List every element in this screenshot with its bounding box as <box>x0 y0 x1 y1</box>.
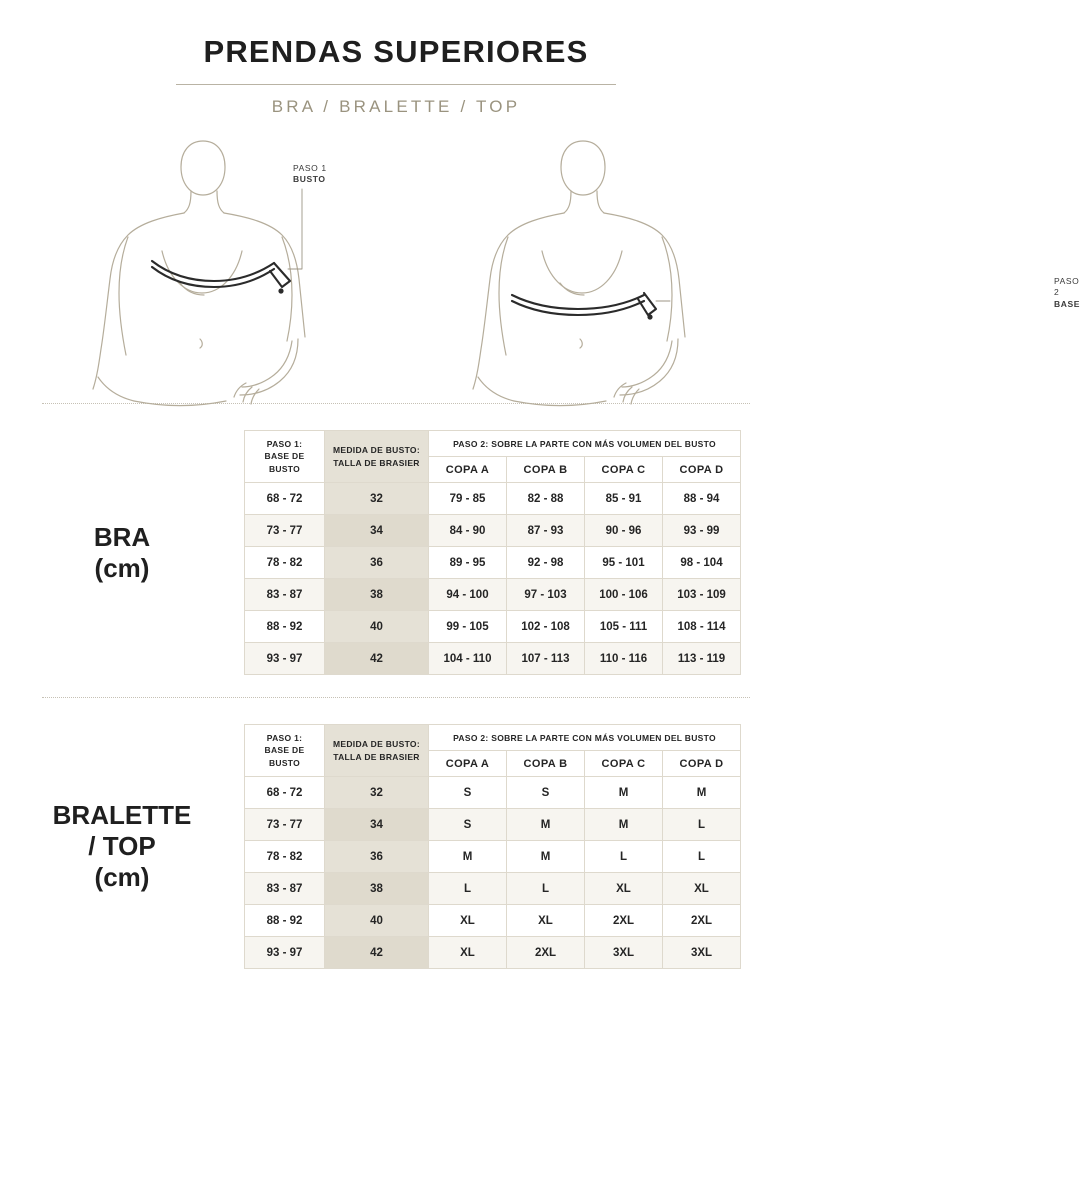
bra-row0-base: 68 - 72 <box>245 483 325 515</box>
bralette-row5-copa-a: XL <box>429 937 507 969</box>
bra-row3-copa-a: 94 - 100 <box>429 579 507 611</box>
bra-row0-copa-c: 85 - 91 <box>585 483 663 515</box>
bra-row3-base: 83 - 87 <box>245 579 325 611</box>
bralette-header-copa-b: COPA B <box>507 751 585 777</box>
bra-header-copa-a: COPA A <box>429 457 507 483</box>
bralette-row1-copa-c: M <box>585 809 663 841</box>
bra-row3-copa-b: 97 - 103 <box>507 579 585 611</box>
figure-bust-measure <box>40 133 370 408</box>
bralette-row4-copa-a: XL <box>429 905 507 937</box>
page-subtitle: BRA / BRALETTE / TOP <box>271 97 521 116</box>
bralette-row2-copa-d: L <box>663 841 741 873</box>
table-row <box>245 841 741 873</box>
bralette-row1-base: 73 - 77 <box>245 809 325 841</box>
bralette-row4-talla: 40 <box>325 905 429 937</box>
bra-row2-copa-c: 95 - 101 <box>585 547 663 579</box>
bralette-row0-copa-a: S <box>429 777 507 809</box>
bra-row1-copa-d: 93 - 99 <box>663 515 741 547</box>
bralette-row3-copa-b: L <box>507 873 585 905</box>
table-row <box>245 483 741 515</box>
table-row <box>245 547 741 579</box>
bra-row4-talla: 40 <box>325 611 429 643</box>
bra-row2-talla: 36 <box>325 547 429 579</box>
bralette-row4-copa-d: 2XL <box>663 905 741 937</box>
bra-row0-talla: 32 <box>325 483 429 515</box>
bra-header-paso1-rest: BASE DE BUSTO <box>264 451 305 474</box>
table-row <box>245 809 741 841</box>
bralette-header-paso2-rest: SOBRE LA PARTE CON MÁS VOLUMEN DEL BUSTO <box>491 732 716 743</box>
bralette-row1-talla: 34 <box>325 809 429 841</box>
bra-header-copa-d: COPA D <box>663 457 741 483</box>
bralette-row2-copa-c: L <box>585 841 663 873</box>
bra-header-paso2-rest: SOBRE LA PARTE CON MÁS VOLUMEN DEL BUSTO <box>491 438 716 449</box>
table-row <box>245 515 741 547</box>
section-bra-title-line1: BRA <box>93 521 151 552</box>
bralette-header-medida-bold: MEDIDA DE BUSTO: <box>333 739 420 750</box>
illustration-band <box>0 133 1080 403</box>
bra-row1-copa-b: 87 - 93 <box>507 515 585 547</box>
bra-row5-copa-d: 113 - 119 <box>663 643 741 675</box>
bralette-header-paso1-rest: BASE DE BUSTO <box>264 745 305 768</box>
bralette-header-medida-rest: TALLA DE BRASIER <box>333 751 420 762</box>
bra-row3-talla: 38 <box>325 579 429 611</box>
step1-name: BUSTO <box>293 174 326 185</box>
bra-header-copa-c: COPA C <box>585 457 663 483</box>
bra-row2-copa-a: 89 - 95 <box>429 547 507 579</box>
bra-size-table <box>244 430 741 675</box>
table-row <box>245 873 741 905</box>
bra-row3-copa-d: 103 - 109 <box>663 579 741 611</box>
bralette-row5-copa-d: 3XL <box>663 937 741 969</box>
bralette-row0-copa-c: M <box>585 777 663 809</box>
bra-row4-copa-d: 108 - 114 <box>663 611 741 643</box>
bralette-row0-base: 68 - 72 <box>245 777 325 809</box>
bralette-row2-talla: 36 <box>325 841 429 873</box>
table-row <box>245 643 741 675</box>
bra-row5-copa-c: 110 - 116 <box>585 643 663 675</box>
section-bra-title-unit: (cm) <box>94 552 150 583</box>
bra-row2-copa-b: 92 - 98 <box>507 547 585 579</box>
section-bralette <box>0 698 792 991</box>
bra-header-medida-rest: TALLA DE BRASIER <box>333 457 420 468</box>
bra-row4-copa-a: 99 - 105 <box>429 611 507 643</box>
bralette-row4-base: 88 - 92 <box>245 905 325 937</box>
section-bralette-title <box>0 800 244 892</box>
bralette-row5-base: 93 - 97 <box>245 937 325 969</box>
bralette-row0-talla: 32 <box>325 777 429 809</box>
bralette-row1-copa-b: M <box>507 809 585 841</box>
step2-label <box>1054 276 1080 310</box>
bra-row2-copa-d: 98 - 104 <box>663 547 741 579</box>
bra-row1-copa-a: 84 - 90 <box>429 515 507 547</box>
bra-row5-copa-a: 104 - 110 <box>429 643 507 675</box>
section-bralette-title-unit: (cm) <box>94 861 150 892</box>
figure-underbust-measure <box>420 133 1080 408</box>
bra-row4-copa-b: 102 - 108 <box>507 611 585 643</box>
bra-row5-talla: 42 <box>325 643 429 675</box>
bralette-size-table <box>244 724 741 969</box>
bralette-row5-copa-c: 3XL <box>585 937 663 969</box>
bra-row4-base: 88 - 92 <box>245 611 325 643</box>
bralette-header-copa-c: COPA C <box>585 751 663 777</box>
bralette-header-copa-a: COPA A <box>429 751 507 777</box>
table-row <box>245 579 741 611</box>
bralette-row5-copa-b: 2XL <box>507 937 585 969</box>
bra-row4-copa-c: 105 - 111 <box>585 611 663 643</box>
bra-header-copa-b: COPA B <box>507 457 585 483</box>
bra-row0-copa-d: 88 - 94 <box>663 483 741 515</box>
bralette-header-paso2-bold: PASO 2: <box>453 732 489 743</box>
bra-row2-base: 78 - 82 <box>245 547 325 579</box>
bra-row1-base: 73 - 77 <box>245 515 325 547</box>
bralette-row0-copa-b: S <box>507 777 585 809</box>
bra-header-paso1-bold: PASO 1: <box>266 439 303 450</box>
bra-header-paso2-bold: PASO 2: <box>453 438 489 449</box>
bra-row0-copa-a: 79 - 85 <box>429 483 507 515</box>
bralette-row4-copa-b: XL <box>507 905 585 937</box>
bralette-row0-copa-d: M <box>663 777 741 809</box>
bra-header-medida <box>325 431 429 483</box>
step1-label <box>293 163 327 186</box>
bralette-row3-copa-d: XL <box>663 873 741 905</box>
table-row <box>245 777 741 809</box>
bra-header-medida-bold: MEDIDA DE BUSTO: <box>333 445 420 456</box>
bra-row5-base: 93 - 97 <box>245 643 325 675</box>
bralette-row2-copa-a: M <box>429 841 507 873</box>
step2-number: PASO 2 <box>1054 276 1080 298</box>
bralette-row2-base: 78 - 82 <box>245 841 325 873</box>
section-bralette-title-line1: BRALETTE <box>52 800 192 831</box>
bralette-row5-talla: 42 <box>325 937 429 969</box>
bralette-row3-base: 83 - 87 <box>245 873 325 905</box>
bralette-header-copa-d: COPA D <box>663 751 741 777</box>
bra-row1-talla: 34 <box>325 515 429 547</box>
bralette-row3-copa-c: XL <box>585 873 663 905</box>
page-title: PRENDAS SUPERIORES <box>203 34 589 69</box>
bralette-row3-talla: 38 <box>325 873 429 905</box>
page-header <box>0 0 792 117</box>
bralette-header-paso1 <box>245 725 325 777</box>
bralette-header-paso1-bold: PASO 1: <box>266 733 303 744</box>
section-bra <box>0 404 792 697</box>
table-row <box>245 937 741 969</box>
bra-header-paso1 <box>245 431 325 483</box>
table-row <box>245 905 741 937</box>
step2-name: BASE <box>1054 298 1080 309</box>
bralette-row3-copa-a: L <box>429 873 507 905</box>
bra-header-paso2 <box>429 431 741 457</box>
table-row <box>245 611 741 643</box>
section-bralette-title-line2: / TOP <box>88 831 156 862</box>
bra-row5-copa-b: 107 - 113 <box>507 643 585 675</box>
step1-number: PASO 1 <box>293 163 327 173</box>
bralette-header-paso2 <box>429 725 741 751</box>
bralette-header-medida <box>325 725 429 777</box>
title-divider <box>176 84 616 85</box>
bra-row0-copa-b: 82 - 88 <box>507 483 585 515</box>
bralette-row1-copa-a: S <box>429 809 507 841</box>
bralette-row1-copa-d: L <box>663 809 741 841</box>
bra-row3-copa-c: 100 - 106 <box>585 579 663 611</box>
torso-illustration-step2 <box>420 133 750 403</box>
section-bra-title <box>0 522 244 583</box>
bra-row1-copa-c: 90 - 96 <box>585 515 663 547</box>
bralette-row2-copa-b: M <box>507 841 585 873</box>
bralette-row4-copa-c: 2XL <box>585 905 663 937</box>
